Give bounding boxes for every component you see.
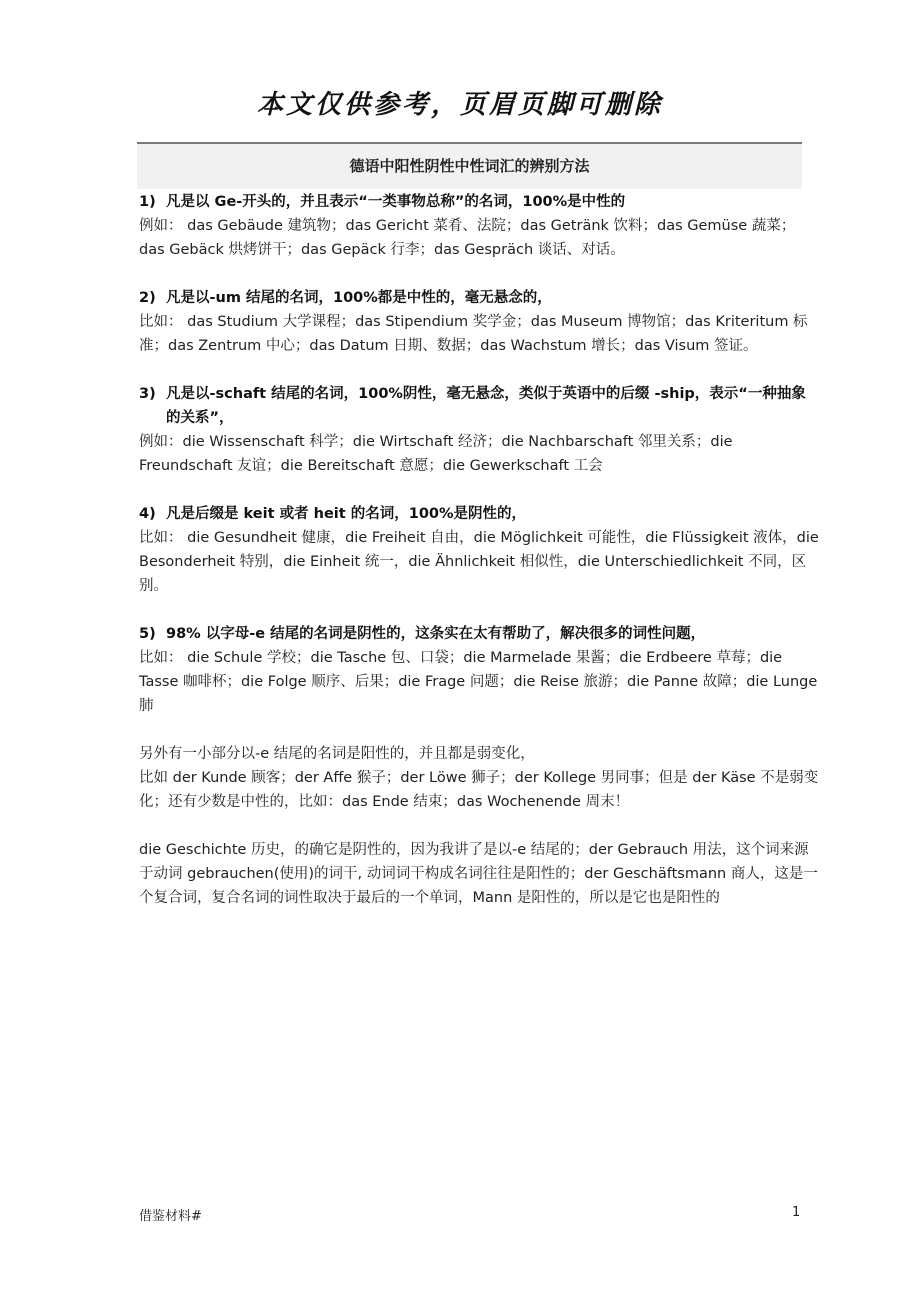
rule-example-5: 比如： die Schule 学校；die Tasche 包、口袋；die Marmelade 果酱；die Erdbeere 草莓；die Tasse 咖啡杯；die Folge 顺序、后果；die Frage 问题；die Reise 旅游；die Panne 故障；die Lunge 肺 <box>139 650 818 714</box>
rule-example-1: 例如： das Gebäude 建筑物；das Gericht 菜肴、法院；das Getränk 饮料；das Gemüse 蔬菜；das Gebäck 烘烤饼干；das Gepäck 行李；das Gespräch 谈话、对话。 <box>139 218 796 258</box>
rule-number: 4) <box>139 506 156 522</box>
rule-text: 凡是以 Ge-开头的，并且表示“一类事物总称”的名词，100%是中性的 <box>166 194 626 210</box>
rule-heading-1 <box>139 190 819 214</box>
rule-heading-3 <box>139 382 819 430</box>
page-number: 1 <box>792 1205 801 1220</box>
rule-number: 5) <box>139 626 156 642</box>
rule-heading-5 <box>139 622 819 646</box>
rule-text: 凡是以-schaft 结尾的名词，100%阴性，毫无悬念，类似于英语中的后缀 -ship，表示“一种抽象的关系”， <box>166 386 806 426</box>
rule-heading-2 <box>139 286 819 310</box>
rule-text: 凡是以-um 结尾的名词，100%都是中性的，毫无悬念的， <box>166 290 552 306</box>
extra-note-line: 另外有一小部分以-e 结尾的名词是阳性的，并且都是弱变化， <box>139 746 535 762</box>
extra-examples: 比如 der Kunde 顾客；der Affe 猴子；der Löwe 狮子；der Kollege 男同事；但是 der Käse 不是弱变化；还有少数是中性的，比如：das Ende 结束；das Wochenende 周末！ <box>139 770 819 810</box>
page-footer: 借鉴材料# <box>139 1209 202 1224</box>
explanation-paragraph: die Geschichte 历史，的确它是阴性的，因为我讲了是以-e 结尾的；der Gebrauch 用法，这个词来源于动词 gebrauchen(使用)的词干, 动词词干构成名词往往是阳性的；der Geschäftsmann 商人，这是一个复合词，复合名词的词性取决于最后的一个单词，Mann 是阳性的，所以是它也是阳性的 <box>139 842 818 906</box>
rule-heading-4 <box>139 502 819 526</box>
rule-text: 98% 以字母-e 结尾的名词是阴性的，这条实在太有帮助了，解决很多的词性问题， <box>166 626 706 642</box>
rule-example-2: 比如： das Studium 大学课程；das Stipendium 奖学金；das Museum 博物馆；das Kriteritum 标准；das Zentrum 中心；das Datum 日期、数据；das Wachstum 增长；das Visum 签证。 <box>139 314 808 354</box>
document-title: 德语中阳性阴性中性词汇的辨别方法 <box>137 144 802 189</box>
rule-example-4: 比如： die Gesundheit 健康，die Freiheit 自由，die Möglichkeit 可能性，die Flüssigkeit 液体，die Besonderheit 特别，die Einheit 统一，die Ähnlichkeit 相似性，die Unterschiedlichkeit 不同，区别。 <box>139 530 819 594</box>
rule-number: 1) <box>139 194 156 210</box>
page-header: 本文仅供参考，页眉页脚可删除 <box>256 90 663 120</box>
rule-example-3: 例如：die Wissenschaft 科学；die Wirtschaft 经济；die Nachbarschaft 邻里关系；die Freundschaft 友谊；die Bereitschaft 意愿；die Gewerkschaft 工会 <box>139 434 733 474</box>
document-body <box>139 190 819 910</box>
rule-number: 2) <box>139 290 156 306</box>
rule-number: 3) <box>139 386 156 402</box>
rule-text: 凡是后缀是 keit 或者 heit 的名词，100%是阴性的， <box>166 506 527 522</box>
